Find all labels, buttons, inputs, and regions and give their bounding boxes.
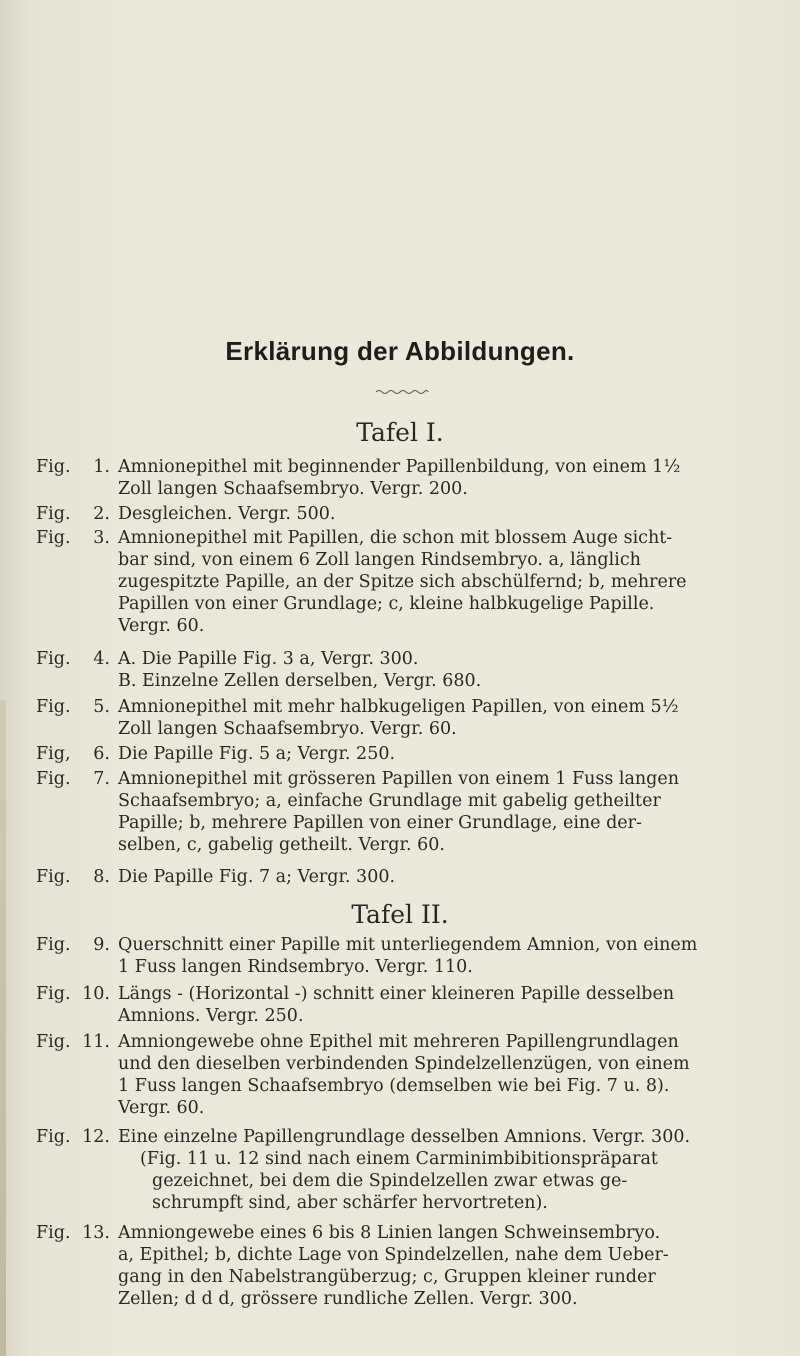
fig-number: 12. — [82, 1127, 110, 1147]
caption-line: gezeichnet, bei dem die Spindelzellen zwar etwas ge- — [152, 1171, 628, 1191]
caption-line: bar sind, von einem 6 Zoll langen Rindsembryo. a, länglich — [118, 550, 641, 570]
fig-number: 3. — [93, 528, 110, 548]
fig-label: Fig. — [36, 867, 71, 887]
caption-line: Amniongewebe eines 6 bis 8 Linien langen Schweinsembryo. — [118, 1223, 661, 1243]
fig-label: Fig. — [36, 1223, 71, 1243]
caption-line: a, Epithel; b, dichte Lage von Spindelzellen, nahe dem Ueber- — [118, 1245, 669, 1265]
wavy-rule-ornament — [375, 388, 429, 396]
caption-line: Schaafsembryo; a, einfache Grundlage mit gabelig getheilter — [118, 791, 661, 811]
caption-line: Längs - (Horizontal -) schnitt einer kleineren Papille desselben — [118, 984, 675, 1004]
fig-label: Fig. — [36, 457, 71, 477]
caption-line: Die Papille Fig. 5 a; Vergr. 250. — [118, 744, 396, 764]
fig-number: 5. — [93, 697, 110, 717]
fig-label: Fig. — [36, 935, 71, 955]
fig-caption — [118, 527, 764, 637]
fig-label: Fig. — [36, 1032, 71, 1052]
fig-number: 11. — [82, 1032, 110, 1052]
caption-line: Amnionepithel mit grösseren Papillen von einem 1 Fuss langen — [118, 769, 680, 789]
caption-line: Zoll langen Schaafsembryo. Vergr. 60. — [118, 719, 457, 739]
caption-line: Eine einzelne Papillengrundlage desselben Amnions. Vergr. 300. — [118, 1127, 691, 1147]
plate-heading-tafel-2: Tafel II. — [351, 900, 449, 929]
plate-heading-tafel-1: Tafel I. — [356, 418, 444, 447]
caption-line: Amnionepithel mit beginnender Papillenbildung, von einem 1½ — [118, 457, 681, 477]
caption-line: Desgleichen. Vergr. 500. — [118, 504, 336, 524]
fig-caption — [118, 1031, 764, 1119]
fig-number: 2. — [93, 504, 110, 524]
caption-line: (Fig. 11 u. 12 sind nach einem Carminimbibitionspräparat — [140, 1149, 658, 1169]
caption-line: Zellen; d d d, grössere rundliche Zellen. Vergr. 300. — [118, 1289, 578, 1309]
fig-number: 8. — [93, 867, 110, 887]
caption-line: Amnionepithel mit mehr halbkugeligen Papillen, von einem 5½ — [118, 697, 679, 717]
fig-number: 4. — [93, 649, 110, 669]
caption-line: und den dieselben verbindenden Spindelzellenzügen, von einem — [118, 1054, 690, 1074]
fig-number: 1. — [93, 457, 110, 477]
fig-number: 13. — [82, 1223, 110, 1243]
caption-line: Querschnitt einer Papille mit unterliegendem Amnion, von einem — [118, 935, 698, 955]
fig-label: Fig, — [36, 744, 71, 764]
fig-label: Fig. — [36, 528, 71, 548]
caption-line: A. Die Papille Fig. 3 a, Vergr. 300. — [118, 649, 419, 669]
binding-shadow — [0, 700, 6, 1356]
caption-line: schrumpft sind, aber schärfer hervortreten). — [152, 1193, 548, 1213]
fig-caption — [118, 456, 764, 500]
caption-line: selben, c, gabelig getheilt. Vergr. 60. — [118, 835, 445, 855]
caption-line: Papillen von einer Grundlage; c, kleine halbkugelige Papille. — [118, 594, 655, 614]
caption-line: B. Einzelne Zellen derselben, Vergr. 680. — [118, 671, 482, 691]
caption-line: Papille; b, mehrere Papillen von einer Grundlage, eine der- — [118, 813, 642, 833]
fig-label: Fig. — [36, 697, 71, 717]
caption-line: zugespitzte Papille, an der Spitze sich abschülfernd; b, mehrere — [118, 572, 687, 592]
page-title: Erklärung der Abbildungen. — [225, 336, 575, 366]
fig-caption — [118, 1126, 764, 1214]
fig-caption — [118, 768, 764, 856]
fig-caption — [118, 696, 764, 740]
caption-line: Amniongewebe ohne Epithel mit mehreren Papillengrundlagen — [118, 1032, 679, 1052]
caption-line: Amnionepithel mit Papillen, die schon mit blossem Auge sicht- — [118, 528, 673, 548]
caption-line: Vergr. 60. — [118, 1098, 205, 1118]
fig-label: Fig. — [36, 504, 71, 524]
fig-caption — [118, 503, 764, 525]
caption-line: 1 Fuss langen Rindsembryo. Vergr. 110. — [118, 957, 473, 977]
fig-number: 7. — [93, 769, 110, 789]
fig-number: 10. — [82, 984, 110, 1004]
fig-caption — [118, 743, 764, 765]
caption-line: 1 Fuss langen Schaafsembryo (demselben wie bei Fig. 7 u. 8). — [118, 1076, 670, 1096]
caption-line: Zoll langen Schaafsembryo. Vergr. 200. — [118, 479, 468, 499]
fig-caption — [118, 648, 764, 692]
fig-number: 6. — [93, 744, 110, 764]
fig-number: 9. — [93, 935, 110, 955]
fig-label: Fig. — [36, 984, 71, 1004]
caption-line: Vergr. 60. — [118, 616, 205, 636]
caption-line: Die Papille Fig. 7 a; Vergr. 300. — [118, 867, 396, 887]
fig-caption — [118, 866, 764, 888]
fig-label: Fig. — [36, 769, 71, 789]
caption-line: gang in den Nabelstrangüberzug; c, Gruppen kleiner runder — [118, 1267, 656, 1287]
fig-label: Fig. — [36, 649, 71, 669]
fig-caption — [118, 983, 764, 1027]
caption-line: Amnions. Vergr. 250. — [118, 1006, 304, 1026]
fig-caption — [118, 1222, 764, 1310]
fig-caption — [118, 934, 764, 978]
fig-label: Fig. — [36, 1127, 71, 1147]
